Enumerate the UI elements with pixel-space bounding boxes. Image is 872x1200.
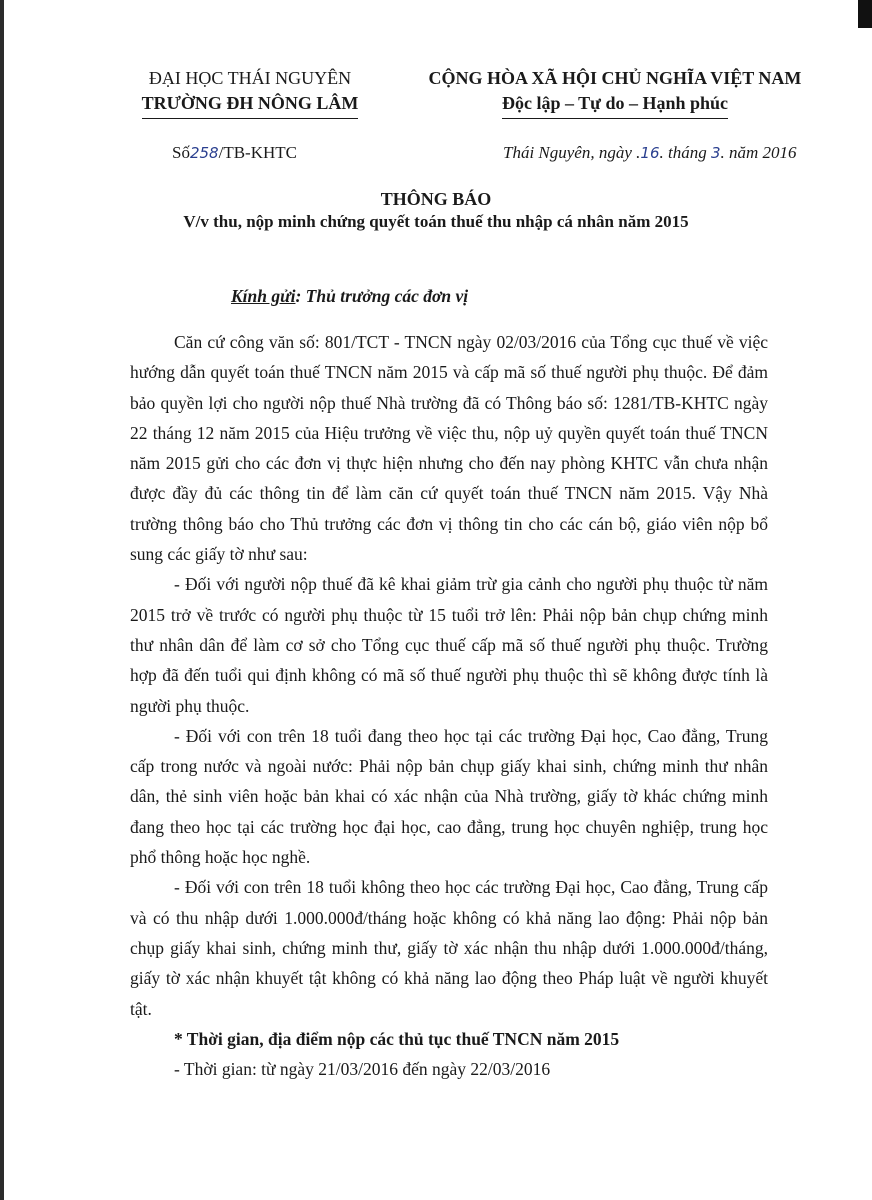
date-place: Thái Nguyên, ngày . [503, 143, 641, 162]
requirement-item-2: - Đối với con trên 18 tuổi đang theo học tại các trường Đại học, Cao đẳng, Trung cấp trong nước và ngoài nước: Phải nộp bản chụp giấy khai sinh, chứng minh thư nhân dân, thẻ sinh viên hoặc bản khai có xác nhận của Nhà trường, giấy tờ khác chứng minh đang theo học tại các trường học đại học, cao đẳng, trung học chuyên nghiệp, trung học phổ thông hoặc học nghề. [130, 725, 768, 868]
country-name: CỘNG HÒA XÃ HỘI CHỦ NGHĨA VIỆT NAM [428, 68, 802, 88]
issuer-school: TRƯỜNG ĐH NÔNG LÂM [142, 91, 359, 119]
issuer-header [120, 66, 380, 119]
document-number [172, 143, 297, 163]
date-day: 16 [640, 144, 660, 162]
section-heading: * Thời gian, địa điểm nộp các thủ tục thuế TNCN năm 2015 [174, 1028, 620, 1049]
requirement-item-1: - Đối với người nộp thuế đã kê khai giảm trừ gia cảnh cho người phụ thuộc từ năm 2015 trở về trước có người phụ thuộc từ 15 tuổi trở lên: Phải nộp bản chụp chứng minh thư nhân dân để làm cơ sở cho Tổng cục thuế cấp mã số thuế người phụ thuộc. Trường hợp đã đến tuổi qui định không có mã số thuế người phụ thuộc thì sẽ không được tính là người phụ thuộc. [130, 574, 768, 716]
date-line [503, 143, 797, 163]
doc-number-suffix: /TB-KHTC [218, 143, 297, 162]
document-body [130, 327, 768, 1084]
date-year: . năm 2016 [720, 143, 797, 162]
date-month: 3 [710, 144, 721, 162]
doc-number-prefix: Số [172, 143, 190, 162]
scan-edge-left [0, 0, 4, 1200]
doc-number-handwritten: 258 [189, 144, 219, 162]
national-motto: Độc lập – Tự do – Hạnh phúc [502, 91, 728, 119]
intro-paragraph: Căn cứ công văn số: 801/TCT - TNCN ngày 02/03/2016 của Tổng cục thuế về việc hướng dẫn quyết toán thuế TNCN năm 2015 và cấp mã số thuế người phụ thuộc. Để đảm bảo quyền lợi cho người nộp thuế Nhà trường đã có Thông báo số: 1281/TB-KHTC ngày 22 tháng 12 năm 2015 của Hiệu trưởng về việc thu, nộp uỷ quyền quyết toán thuế TNCN năm 2015 gửi cho các đơn vị thực hiện nhưng cho đến nay phòng KHTC vẫn chưa nhận được đầy đủ các thông tin để làm căn cứ quyết toán thuế TNCN năm 2015. Vậy Nhà trường thông báo cho Thủ trưởng các đơn vị thông tin cho các cán bộ, giáo viên nộp bổ sung các giấy tờ như sau: [130, 332, 768, 565]
greeting-label: Kính gửi [231, 286, 296, 306]
greeting [231, 286, 468, 307]
greeting-recipient: : Thủ trưởng các đơn vị [295, 286, 469, 306]
scan-edge-corner [858, 0, 872, 28]
submission-time: - Thời gian: từ ngày 21/03/2016 đến ngày 22/03/2016 [174, 1059, 551, 1080]
national-header [400, 66, 830, 119]
document-subject: V/v thu, nộp minh chứng quyết toán thuế thu nhập cá nhân năm 2015 [183, 212, 689, 231]
date-month-label: . tháng [659, 143, 711, 162]
issuer-org: ĐẠI HỌC THÁI NGUYÊN [148, 68, 352, 88]
document-title: THÔNG BÁO [380, 189, 492, 209]
requirement-item-3: - Đối với con trên 18 tuổi không theo học các trường Đại học, Cao đẳng, Trung cấp và có thu nhập dưới 1.000.000đ/tháng hoặc không có khả năng lao động: Phải nộp bản chụp giấy khai sinh, chứng minh thư, giấy tờ xác nhận thu nhập dưới 1.000.000đ/tháng, giấy tờ xác nhận khuyết tật không có khả năng lao động theo Pháp luật về người khuyết tật. [130, 877, 768, 1019]
